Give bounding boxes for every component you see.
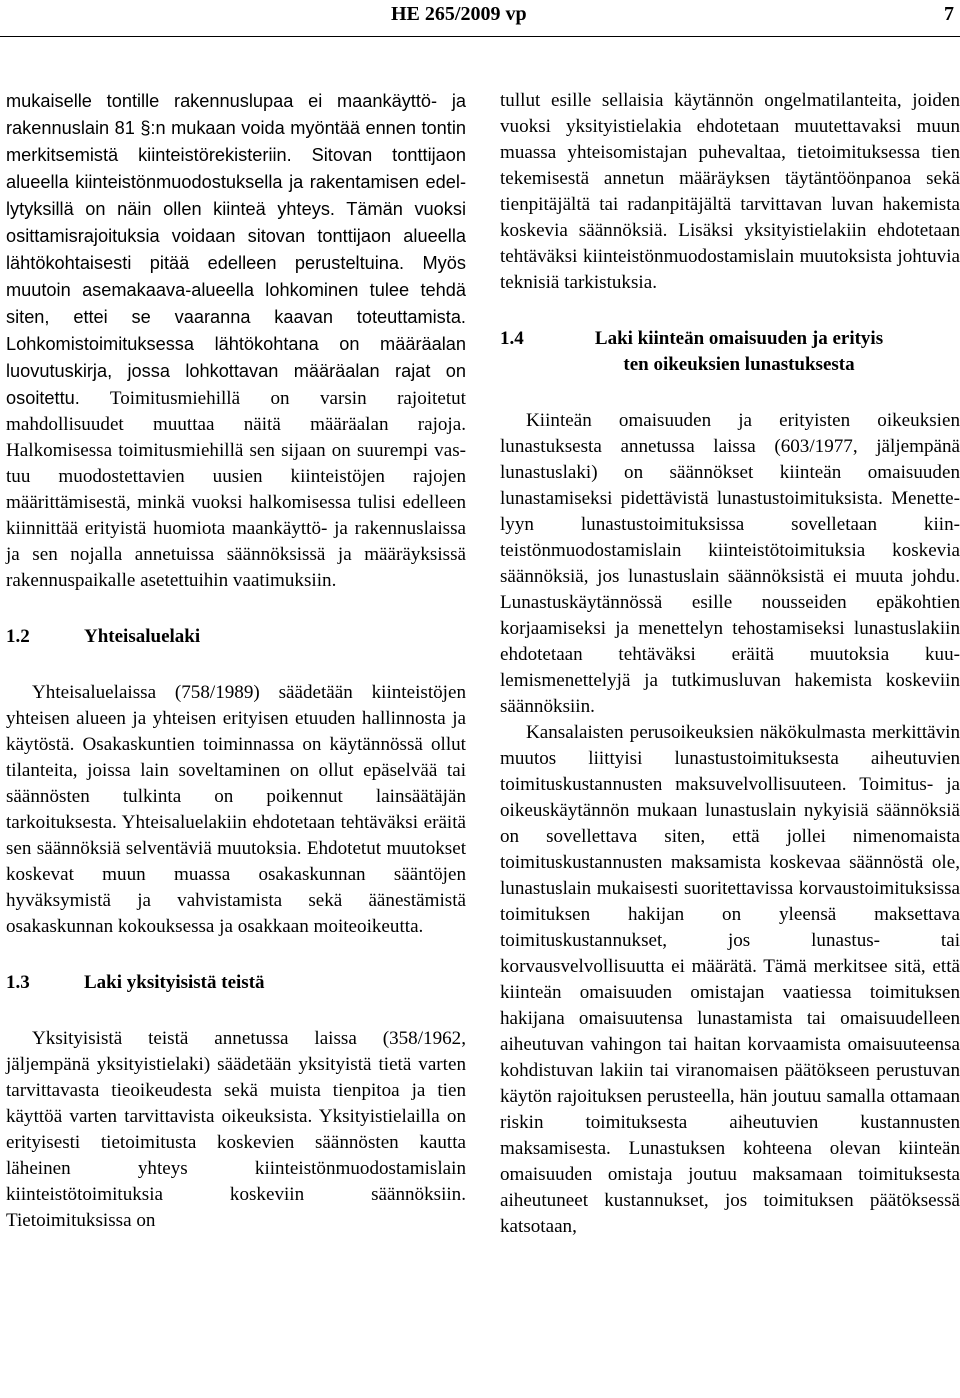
section-title-line-1: Laki kiinteän omaisuuden ja erityis [594, 328, 884, 349]
section-title: Yhteisaluelaki [84, 626, 201, 647]
header-title: HE 265/2009 vp [391, 3, 527, 25]
paragraph-sans-part: mukaiselle tontille rakennuslupaa ei maankäyttö- ja rakennuslain 81 §:n mukaan voida myöntää ennen tontin merkitsemistä kiinteistörekisteriin. Sitovan tonttijaon alueella kiinteistönmuodostuksella ja rakentamisen edellytyksillä on näin ollen kiinteä yhteys. Tämän vuoksi osittamisrajoituksia voidaan sitovan tonttijaon alueella lähtökohtaisesti pitää edelleen perusteltuina. Myös muutoin asemakaava-alueella lohkominen tulee tehdä siten, ettei se vaaranna kaavan toteuttamista. Lohkomistoimituksessa lähtökohtana on määräalan luovutuskirja, jossa lohkottavan määräalan rajat on osoitettu. [6, 91, 466, 408]
section-heading-1-2 [6, 624, 466, 650]
section-number: 1.3 [6, 972, 30, 993]
section-number: 1.2 [6, 626, 30, 647]
section-paragraph: Yksityisistä teistä annetussa laissa (358/1962, jäljempänä yksityistielaki) säädetään yksityistä tietä varten tarvittavasta tieoikeudesta sekä muista tienpitoa ja tien käyttöä varten tarvittavista oikeuksista. Yksityistielailla on erityisesti tietoimitusta koskevien säännösten kautta läheinen yhteys kiinteistönmuodostamislain kiinteistötoimituksia koskeviin säännöksiin. Tietoimituksissa on [6, 1028, 466, 1231]
section-heading-1-3 [6, 970, 466, 996]
page-number: 7 [944, 3, 954, 25]
section-title: Laki yksityisistä teistä [84, 972, 265, 993]
section-title-line-2: ten oikeuksien lunastuksesta [623, 354, 855, 375]
section-number: 1.4 [500, 328, 524, 349]
header-rule [0, 36, 960, 37]
section-paragraph: Yhteisaluelaissa (758/1989) säädetään kiinteistöjen yhteisen alueen ja yhteisen erityisen etuuden hallinnosta ja käytöstä. Osakaskuntien toiminnassa on käytännössä ollut tilanteita, joissa lain soveltaminen on ollut epäselvää tai säännösten tulkinta on poikennut lainsäätäjän tarkoituksesta. Yhteisaluelakiin ehdotetaan tehtäväksi eräitä sen säännöksiä selventäviä muutoksia. Ehdotetut muutokset koskevat muun muassa osakaskunnan sääntöjen hyväksymistä ja vahvistamista sekä äänestämistä osakaskunnan kokouksessa ja osakkaan moiteoikeutta. [6, 682, 466, 937]
section-paragraph: Kiinteän omaisuuden ja erityisten oikeuksien lunastuksesta annetussa laissa (603/1977, jäljempänä lunastuslaki) on säännökset kiinteän omaisuuden lunastamiseksi pidettävistä lunastustoimituksista. Menettelyyn lunastustoimituksissa sovelletaan kiinteistönmuodostamislain kiinteistötoimituksia koskevia säännöksiä, jos lunastuslain säännöksistä ei muuta johdu. Lunastuskäytännössä esille nousseiden epäkohtien korjaamiseksi ja menettelyn tehostamiseksi lunastuslakiin ehdotetaan tehtäväksi eräitä muutoksia kuulemismenettelyjä ja tutkimusluvan hakemista koskeviin säännöksiin. [500, 410, 960, 717]
right-column [500, 88, 960, 1240]
section-paragraph: Kansalaisten perusoikeuksien näkökulmasta merkittävin muutos liittyisi lunastustoimituksesta aiheutuvien toimituskustannusten maksuvelvollisuuteen. Toimitus- ja oikeuskäytännön mukaan lunastuslain nykyisiä säännöksiä on sovellettava siten, että jollei nimenomaista toimituskustannusten maksamista koskevaa säännöstä ole, lunastuslain mukaisesti suoritettavissa korvaustoimituksissa toimituksen hakijan on yleensä maksettava toimituskustannukset, jos lunastus- tai korvausvelvollisuutta ei määrätä. Tämä merkitsee sitä, että kiinteän omaisuuden omistajan vaatiessa toimituksen hakijana omaisuutensa lunastamista tai omaisuudelleen aiheutuvan vahingon tai haitan korvaamista omaisuuteensa kohdistuvan lakiin tai viranomaisen päätökseen perustuvan käytön rajoituksen perusteella, hän joutuu samalla ottamaan riskin toimituksesta aiheutuvien kustannusten maksamisesta. Lunastuksen kohteena olevan kiinteän omaisuuden omistaja joutuu maksamaan toimituksesta aiheutuneet kustannukset, jos toimituksen päätöksessä katsotaan, [500, 722, 960, 1237]
paragraph-continuation: tullut esille sellaisia käytännön ongelmatilanteita, joiden vuoksi yksityistielakia ehdotetaan muutettavaksi muun muassa yhteisomistajan puhevaltaa, tietoimituksessa tien tekemisestä annetun määräyksen täytäntöönpanoa sekä tienpitäjältä tai radanpitäjältä tarvittavan luvan hakemista koskevia säännöksiä. Lisäksi yksityistielakiin ehdotetaan tehtäväksi kiinteistönmuodostamislain muutoksista johtuvia teknisiä tarkistuksia. [500, 90, 960, 293]
section-title [578, 326, 960, 378]
paragraph-serif-part: Toimitusmiehillä on varsin rajoitetut mahdollisuudet muuttaa näitä määräalan rajoja. Halkomisessa toimitusmiehillä sen sijaan on suurempi vastuu muodostettavien uusien kiinteistöjen rajojen määrittämisestä, minkä vuoksi halkomisessa tulisi edelleen kiinnittää erityistä huomiota maankäyttö- ja rakennuslaissa ja sen nojalla annetuissa säännöksissä ja määräyksissä rakennuspaikalle asetettuihin vaatimuksiin. [6, 388, 466, 591]
left-column [6, 88, 466, 1234]
paragraph-continuation [6, 88, 466, 594]
page-header [0, 0, 960, 40]
section-heading-1-4 [500, 326, 960, 378]
